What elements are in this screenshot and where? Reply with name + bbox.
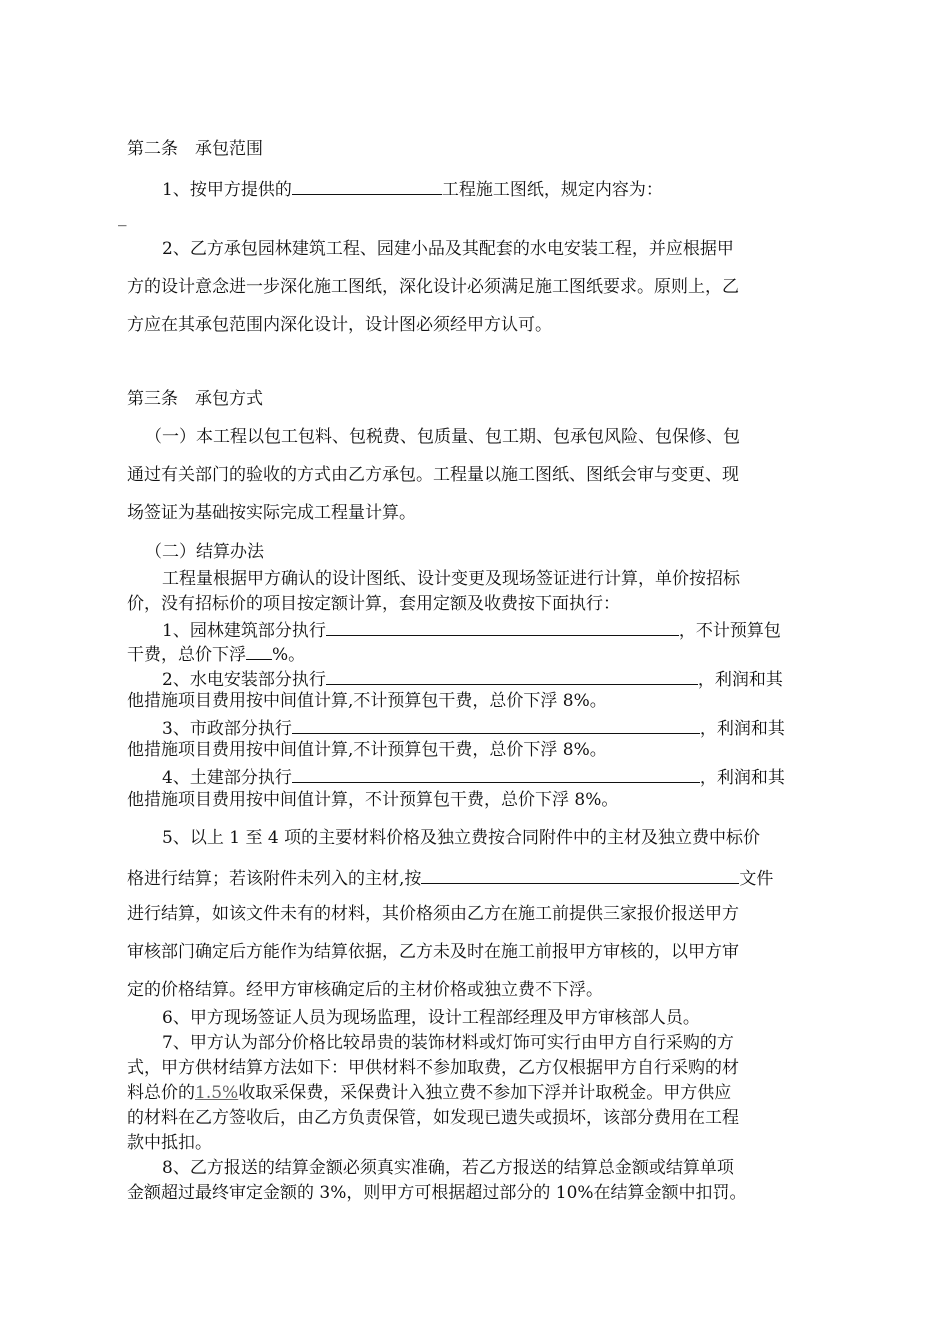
item-4-line-2: 他措施项目费用按中间值计算，不计预算包干费，总价下浮 8%。 (127, 790, 619, 810)
item-7-line-2: 式，甲方供材结算方法如下：甲供材料不参加取费，乙方仅根据甲方自行采购的材 (127, 1058, 739, 1078)
item-1-line-2: 干费，总价下浮 %。 (127, 641, 827, 666)
blank-line (292, 176, 442, 195)
item-8-line-2: 金额超过最终审定金额的 3%，则甲方可根据超过部分的 10%在结算金额中扣罚。 (127, 1183, 747, 1203)
item-7-line-3: 料总价的1.5%收取采保费，采保费计入独立费不参加下浮并计取税金。甲方供应 (127, 1083, 732, 1103)
blank-line (292, 715, 700, 734)
item-8-line-1: 8、乙方报送的结算金额必须真实准确，若乙方报送的结算总金额或结算单项 (162, 1158, 734, 1178)
item-3-line-2: 他措施项目费用按中间值计算,不计预算包干费，总价下浮 8%。 (127, 740, 607, 760)
article-2-title: 第二条 承包范围 (127, 139, 263, 159)
article-2-item-2-line-1: 2、乙方承包园林建筑工程、园建小品及其配套的水电安装工程，并应根据甲 (162, 239, 734, 259)
item-5-line-5: 定的价格结算。经甲方审核确定后的主材价格或独立费不下浮。 (127, 980, 603, 1000)
item-5-line-2: 格进行结算；若该附件未列入的主材,按 文件 (127, 865, 827, 890)
item-5-line-1: 5、以上 1 至 4 项的主要材料价格及独立费按合同附件中的主材及独立费中标价 (162, 828, 761, 848)
blank-line (292, 764, 700, 783)
article-2-item-2-line-2: 方的设计意念进一步深化施工图纸，深化设计必须满足施工图纸要求。原则上，乙 (127, 277, 739, 297)
article-2-item-2-line-3: 方应在其承包范围内深化设计，设计图必须经甲方认可。 (127, 315, 552, 335)
item-1-line-1: 1、园林建筑部分执行 ，不计预算包 (162, 617, 827, 642)
blank-line (326, 617, 679, 636)
item-4-line-1: 4、土建部分执行 ，利润和其 (162, 764, 827, 789)
article-2-item-1: 1、按甲方提供的 工程施工图纸，规定内容为： (162, 176, 827, 201)
settlement-intro-line-2: 价，没有招标价的项目按定额计算，套用定额及收费按下面执行： (127, 594, 620, 614)
item-7-line-5: 款中抵扣。 (127, 1133, 212, 1153)
section-1-line-2: 通过有关部门的验收的方式由乙方承包。工程量以施工图纸、图纸会审与变更、现 (127, 465, 739, 485)
item-5-line-4: 审核部门确定后方能作为结算依据，乙方未及时在施工前报甲方审核的，以甲方审 (127, 942, 739, 962)
item-7-line-1: 7、甲方认为部分价格比较昂贵的装饰材料或灯饰可实行由甲方自行采购的方 (162, 1033, 734, 1053)
article-3-title: 第三条 承包方式 (127, 389, 263, 409)
section-1-line-1: （一）本工程以包工包料、包税费、包质量、包工期、包承包风险、包保修、包 (145, 427, 740, 447)
settlement-intro-line-1: 工程量根据甲方确认的设计图纸、设计变更及现场签证进行计算，单价按招标 (162, 569, 740, 589)
rate-link[interactable]: 1.5% (195, 1083, 239, 1103)
section-2-title: （二）结算办法 (145, 542, 264, 562)
blank-line (421, 865, 739, 884)
dash-mark: _ (118, 207, 127, 227)
item-6: 6、甲方现场签证人员为现场监理，设计工程部经理及甲方审核部人员。 (162, 1008, 700, 1028)
item-7-line-4: 的材料在乙方签收后，由乙方负责保管，如发现已遗失或损坏，该部分费用在工程 (127, 1108, 739, 1128)
section-1-line-3: 场签证为基础按实际完成工程量计算。 (127, 503, 416, 523)
item-2-line-2: 他措施项目费用按中间值计算,不计预算包干费，总价下浮 8%。 (127, 691, 607, 711)
item-3-line-1: 3、市政部分执行 ，利润和其 (162, 715, 827, 740)
blank-line (326, 666, 698, 685)
item-5-line-3: 进行结算，如该文件未有的材料，其价格须由乙方在施工前提供三家报价报送甲方 (127, 904, 739, 924)
blank-line (246, 641, 272, 660)
item-2-line-1: 2、水电安装部分执行 ，利润和其 (162, 666, 827, 691)
